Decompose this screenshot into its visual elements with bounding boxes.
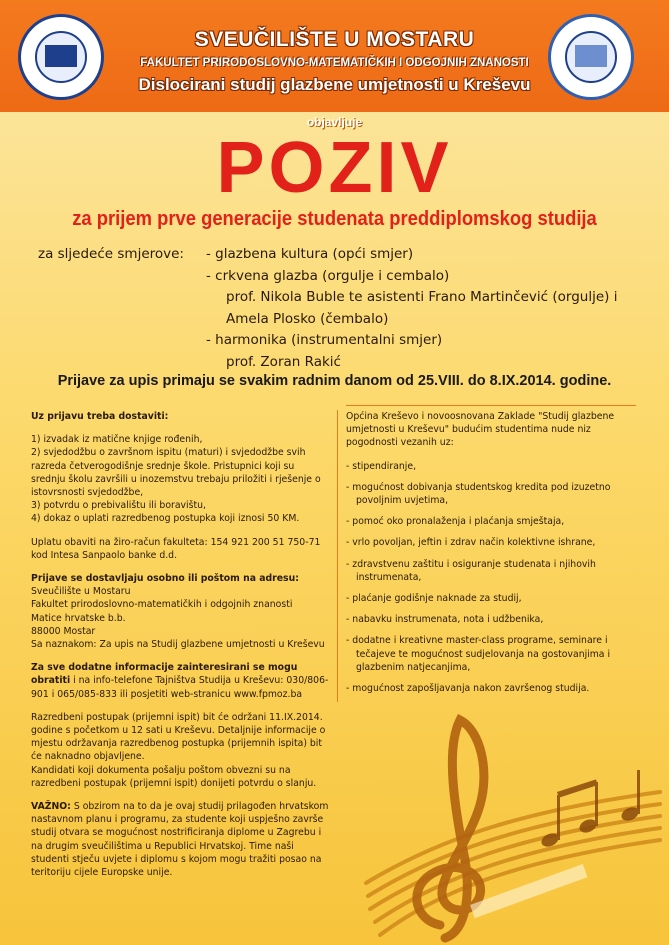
major-item: - harmonika (instrumentalni smjer): [206, 332, 443, 348]
program-logo-icon: [548, 14, 634, 100]
page-subtitle: za prijem prve generacije studenata preddiplomskog studija: [72, 208, 597, 230]
address-line: 88000 Mostar: [31, 625, 96, 637]
benefit-item: - vrlo povoljan, jeftin i zdrav način kolektivne ishrane,: [346, 537, 596, 549]
deadline-notice: Prijave za upis primaju se svakim radnim danom od 25.VIII. do 8.IX.2014. godine.: [57, 373, 612, 389]
benefits-list: [346, 460, 636, 696]
address-line: Sa naznakom: Za upis na Studij glazbene umjetnosti u Kreševu: [31, 639, 325, 651]
university-name: SVEUČILIŠTE U MOSTARU: [194, 28, 475, 51]
address-line: Fakultet prirodoslovno-matematičkih i odgojnih znanosti: [31, 599, 293, 611]
divider: [346, 405, 636, 406]
benefit-item: - nabavku instrumenata, nota i udžbenika,: [346, 614, 544, 626]
benefit-item: - dodatne i kreativne master-class programe, seminare i tečajeve te mogućnost sudjelovanja na gostovanjima i glazbenim natjecanjima,: [346, 635, 611, 673]
post-info: Kandidati koji dokumenta pošalju poštom obvezni su na razredbeni postupak (prijemni ispit) donijeti potvrdu o slanju.: [31, 764, 317, 789]
benefit-item: - pomoć oko pronalaženja i plaćanja smještaja,: [346, 516, 565, 528]
address-line: Matice hrvatske b.b.: [31, 612, 126, 624]
right-column: [346, 410, 636, 703]
benefit-item: - stipendiranje,: [346, 460, 417, 472]
announces-label: objavljuje: [306, 115, 363, 129]
major-item: - crkvena glazba (orgulje i cembalo): [206, 267, 450, 284]
doc-item: 3) potvrdu o prebivalištu ili boravištu,: [31, 500, 206, 512]
major-teachers: prof. Nikola Buble te asistenti Frano Martinčević (orgulje) i: [226, 289, 618, 305]
exam-info: Razredbeni postupak (prijemni ispit) bit će održani 11.IX.2014. godine s početkom u 12 sati u Kreševu. Detaljnije informacije o mjestu održavanja razredbenog postupka (prijemnih ispita) bit će naknadno objavljene.: [31, 711, 326, 763]
address-heading: Prijave se dostavljaju osobno ili poštom na adresu:: [31, 573, 299, 585]
majors-list: [206, 244, 646, 373]
address-line: Sveučilište u Mostaru: [31, 586, 131, 598]
university-seal-icon: [18, 14, 104, 100]
faculty-name: FAKULTET PRIRODOSLOVNO-MATEMATIČKIH I ODGOJNIH ZNANOSTI: [140, 57, 529, 69]
program-name: Dislocirani studij glazbene umjetnosti u Kreševu: [138, 75, 531, 94]
doc-item: 1) izvadak iz matične knjige rođenih,: [31, 434, 203, 446]
info-contact: i na info-telefone Tajništva Studija u Kreševu: 030/806-901 i 065/085-833 ili posjetiti web-stranicu www.fpmoz.ba: [31, 675, 329, 700]
benefit-item: - zdravstvenu zaštitu i osiguranje studenata i njihovih instrumenata,: [346, 558, 596, 583]
note-text: S obzirom na to da je ovaj studij prilagođen hrvatskom nastavnom planu i programu, za studente koji uspješno završe studij otvara se mogućnost nostrificiranja diplome u Zagrebu i na drugim sveučilištima u Republici Hrvatskoj. Time naši studenti stječu uvjete i diplomu s kojom mogu tražiti posao na teritoriju cijele Europske unije.: [31, 801, 329, 879]
doc-item: 4) dokaz o uplati razredbenog postupka koji iznosi 50 KM.: [31, 513, 300, 525]
major-item: - glazbena kultura (opći smjer): [206, 246, 414, 262]
benefit-item: - plaćanje godišnje naknade za studij,: [346, 593, 522, 605]
benefits-intro: Općina Kreševo i novoosnovana Zaklade "Studij glazbene umjetnosti u Kreševu" budućim studentima nude niz pogodnosti vezanih uz:: [346, 411, 615, 449]
page-title: POZIV: [216, 128, 453, 208]
benefit-item: - mogućnost zapošljavanja nakon završenog studija.: [346, 683, 590, 695]
benefit-item: - mogućnost dobivanja studentskog kredita pod izuzetno povoljnim uvjetima,: [346, 481, 611, 507]
info-heading: Za sve dodatne informacije zainteresirani se mogu obratiti: [31, 662, 298, 687]
column-divider: [337, 410, 338, 702]
treble-clef-decoration-icon: [320, 690, 669, 945]
left-column: [31, 410, 329, 889]
payment-info: Uplatu obaviti na žiro-račun fakulteta: 154 921 200 51 750-71 kod Intesa Sanpaolo banke d.d.: [31, 536, 321, 561]
major-teachers: Amela Plosko (čembalo): [226, 310, 389, 327]
docs-heading: Uz prijavu treba dostaviti:: [31, 411, 169, 422]
majors-label: za sljedeće smjerove:: [38, 246, 184, 262]
doc-item: 2) svjedodžbu o završnom ispitu (maturi) i svjedodžbe svih razreda četverogodišnje srednje škole. Pristupnici koji su srednju školu završili u inozemstvu trebaju priložiti i rješenje o istovrsnosti svjedodžbe,: [31, 447, 321, 499]
major-teachers: prof. Zoran Rakić: [226, 353, 341, 370]
note-label: VAŽNO:: [31, 801, 71, 813]
